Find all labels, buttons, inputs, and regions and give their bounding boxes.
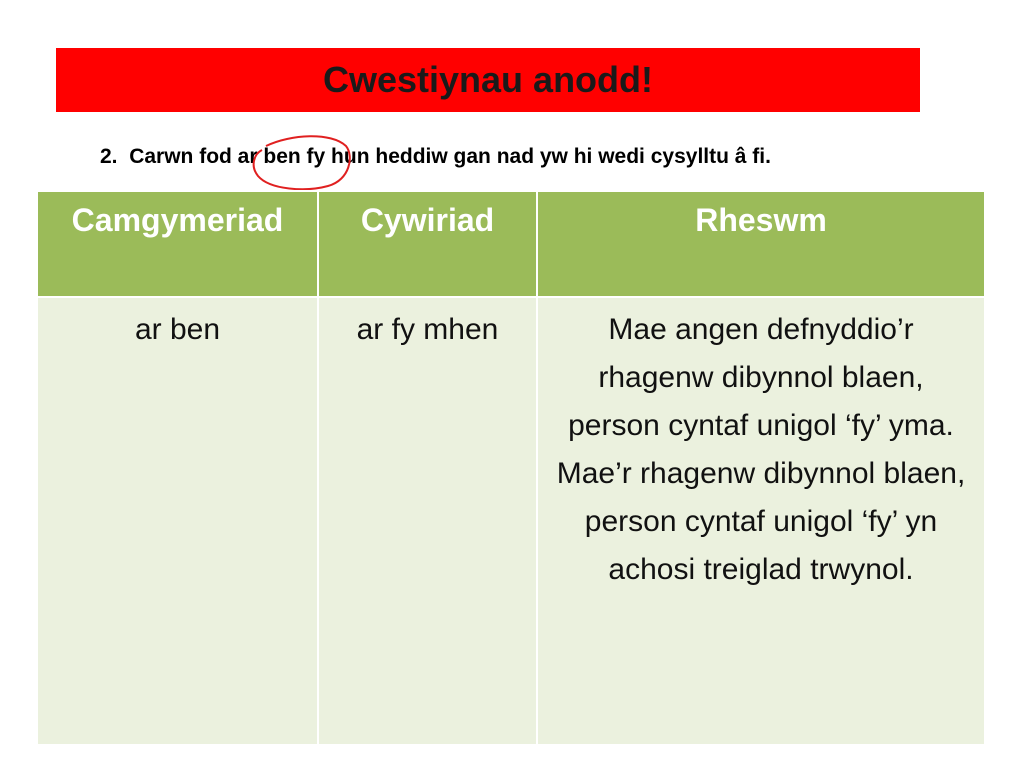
header-camgymeriad: Camgymeriad xyxy=(37,191,318,297)
question-line xyxy=(100,145,771,169)
table-header-row xyxy=(37,191,985,297)
header-cywiriad: Cywiriad xyxy=(318,191,537,297)
cell-mistake: ar ben xyxy=(37,297,318,745)
title-banner xyxy=(56,48,920,112)
slide-title: Cwestiynau anodd! xyxy=(322,59,654,100)
cell-correction: ar fy mhen xyxy=(318,297,537,745)
header-rheswm: Rheswm xyxy=(537,191,985,297)
table-row xyxy=(37,297,985,745)
correction-table xyxy=(36,190,986,746)
cell-reason: Mae angen defnyddio’r rhagenw dibynnol blaen, person cyntaf unigol ‘fy’ yma. Mae’r rhagenw dibynnol blaen, person cyntaf unigol ‘fy’ yn achosi treiglad trwynol. xyxy=(537,297,985,745)
question-text: Carwn fod ar ben fy hun heddiw gan nad yw hi wedi cysylltu â fi. xyxy=(129,145,771,168)
question-number: 2. xyxy=(100,145,118,168)
